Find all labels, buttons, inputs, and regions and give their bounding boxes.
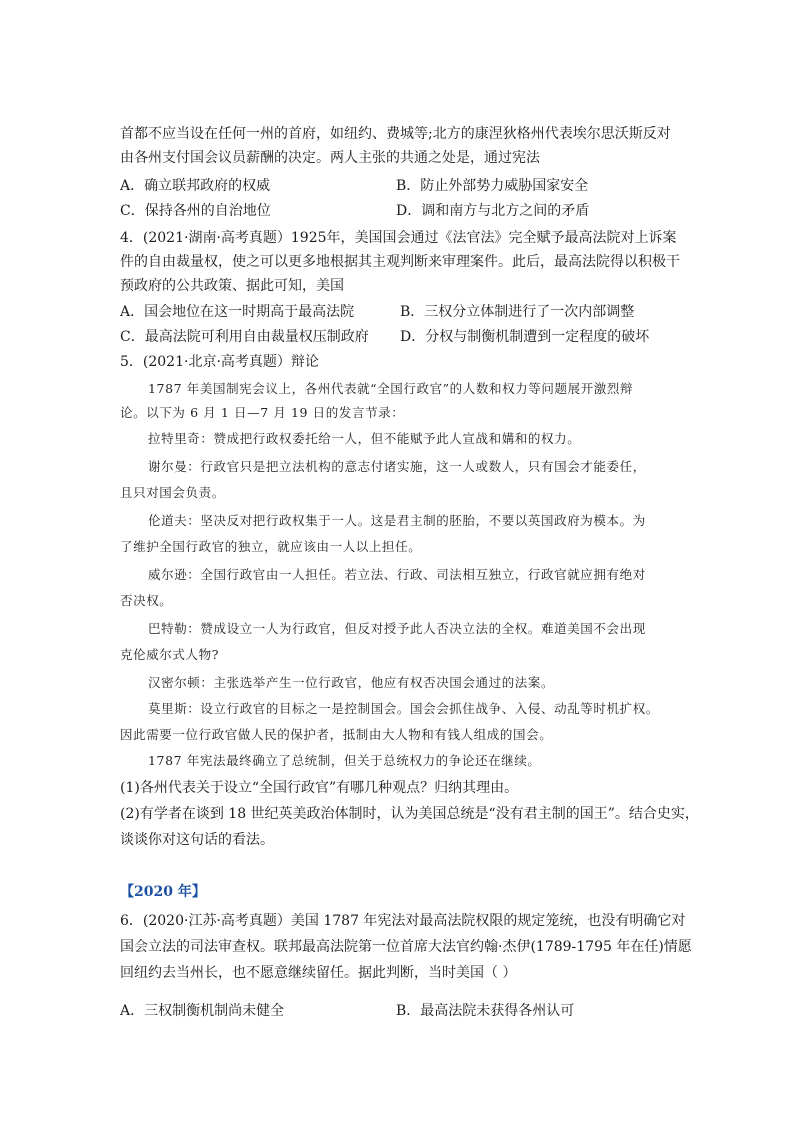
q5-speech-rutledge: 拉特里奇：赞成把行政权委托给一人，但不能赋予此人宣战和媾和的权力。 (148, 431, 581, 446)
q5-speech-wilson-1: 威尔逊：全国行政官由一人担任。若立法、行政、司法相互独立，行政官就应拥有绝对 (148, 567, 646, 582)
q5-speech-randolph-2: 了维护全国行政官的独立，就应该由一人以上担任。 (120, 539, 422, 554)
q3-text-line-2: 由各州支付国会议员薪酬的决定。两人主张的共通之处是，通过宪法 (120, 150, 540, 166)
q6-text-line-1: 6．(2020·江苏·高考真题）美国 1787 年宪法对最高法院权限的规定笼统，也没有明确它对 (120, 913, 686, 929)
q4-text-line-2: 件的自由裁量权，使之可以更多地根据其主观判断来审理案件。此后，最高法院得以积极干 (120, 254, 680, 270)
q5-speech-morris-1: 莫里斯：设立行政官的目标之一是控制国会。国会会抓住战争、入侵、动乱等时机扩权。 (148, 701, 659, 716)
q6-text-line-3: 回纽约去当州长，也不愿意继续留任。据此判断，当时美国（ ） (120, 965, 517, 981)
q3-text-line-1: 首都不应当设在任何一州的首府，如纽约、费城等;北方的康涅狄格州代表埃尔思沃斯反对 (120, 126, 671, 142)
q5-speech-butler-2: 克伦威尔式人物? (120, 647, 220, 662)
q3-option-d[interactable]: D．调和南方与北方之间的矛盾 (396, 203, 590, 219)
q5-speech-butler-1: 巴特勒：赞成设立一人为行政官，但反对授予此人否决立法的全权。难道美国不会出现 (148, 621, 646, 636)
q5-speech-sherman-1: 谢尔曼：行政官只是把立法机构的意志付诸实施，这一人或数人，只有国会才能委任， (148, 459, 646, 474)
q6-option-a[interactable]: A．三权制衡机制尚未健全 (120, 1003, 285, 1019)
q5-speech-hamilton: 汉密尔顿：主张选举产生一位行政官，他应有权否决国会通过的法案。 (148, 675, 555, 690)
q6-text-line-2: 国会立法的司法审查权。联邦最高法院第一位首席大法官约翰·杰伊(1789-1795 年在任)情愿 (120, 939, 692, 955)
q5-speech-sherman-2: 且只对国会负责。 (120, 485, 225, 500)
q3-option-c[interactable]: C．保持各州的自治地位 (120, 203, 271, 219)
q5-speech-wilson-2: 否决权。 (120, 593, 173, 608)
q5-material-intro-2: 论。以下为 6 月 1 日—7 月 19 日的发言节录： (120, 405, 405, 420)
q3-option-b[interactable]: B．防止外部势力威胁国家安全 (396, 178, 589, 194)
q5-material-intro-1: 1787 年美国制宪会议上，各州代表就“全国行政官”的人数和权力等问题展开激烈辩 (148, 381, 634, 396)
q4-option-a[interactable]: A．国会地位在这一时期高于最高法院 (120, 304, 355, 320)
q4-text-line-1: 4．(2021·湖南·高考真题）1925年，美国国会通过《法官法》完全赋予最高法院对上诉案 (120, 230, 677, 246)
q5-header: 5．(2021·北京·高考真题）辩论 (120, 354, 319, 370)
section-heading-2020: 【2020 年】 (120, 884, 206, 900)
q4-option-c[interactable]: C．最高法院可利用自由裁量权压制政府 (120, 329, 369, 345)
q5-subquestion-2-line-1: (2)有学者在谈到 18 世纪英美政治体制时，认为美国总统是“没有君主制的国王”。结合史实， (120, 806, 699, 822)
q4-option-b[interactable]: B．三权分立体制进行了一次内部调整 (400, 304, 635, 320)
q6-option-b[interactable]: B．最高法院未获得各州认可 (396, 1003, 575, 1019)
q4-option-d[interactable]: D．分权与制衡机制遭到一定程度的破坏 (400, 329, 650, 345)
q5-subquestion-1: (1)各州代表关于设立“全国行政官”有哪几种观点？归纳其理由。 (120, 780, 519, 796)
q3-option-a[interactable]: A．确立联邦政府的权威 (120, 178, 271, 194)
q4-text-line-3: 预政府的公共政策、据此可知，美国 (120, 278, 344, 294)
q5-material-closing: 1787 年宪法最终确立了总统制，但关于总统权力的争论还在继续。 (148, 753, 541, 768)
q5-speech-morris-2: 因此需要一位行政官做人民的保护者，抵制由大人物和有钱人组成的国会。 (120, 727, 553, 742)
q5-subquestion-2-line-2: 谈谈你对这句话的看法。 (120, 832, 274, 848)
q5-speech-randolph-1: 伦道夫：坚决反对把行政权集于一人。这是君主制的胚胎，不要以英国政府为模本。为 (148, 513, 646, 528)
